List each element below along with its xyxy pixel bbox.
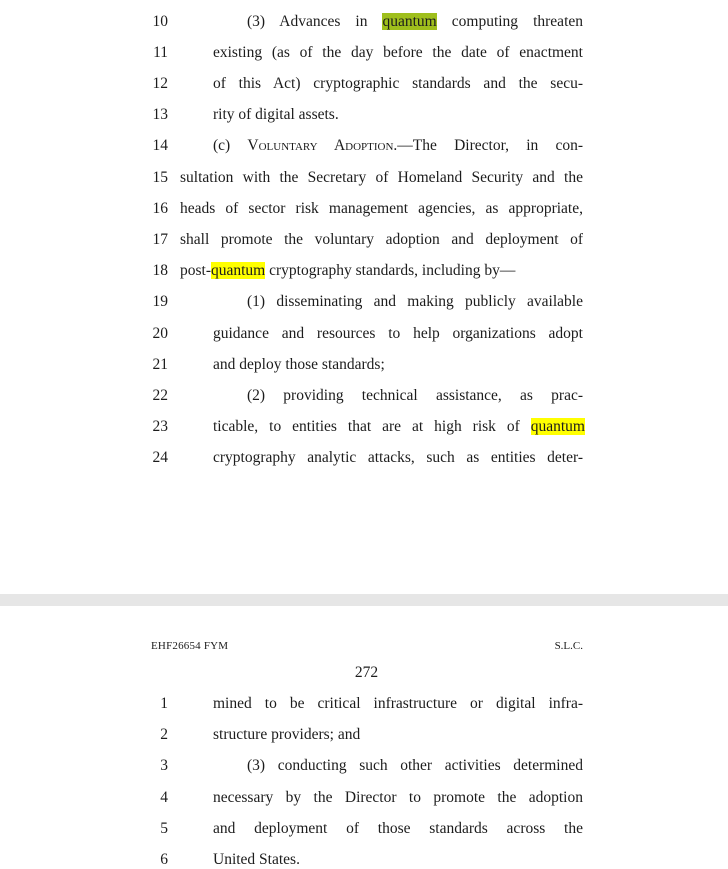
text-line — [0, 817, 728, 841]
line-number: 22 — [152, 387, 168, 404]
line-text: heads of sector risk management agencies, as appropriate, — [180, 200, 583, 217]
search-highlight-active[interactable]: quantum — [382, 13, 437, 30]
line-text: and deploy those standards; — [213, 356, 385, 373]
line-number: 12 — [152, 75, 168, 92]
line-number: 15 — [152, 169, 168, 186]
text-segment: computing threaten — [436, 13, 583, 30]
text-line — [0, 322, 728, 346]
line-text: (2) providing technical assistance, as prac- — [247, 387, 583, 404]
line-text — [213, 134, 583, 158]
line-text: sultation with the Secretary of Homeland Security and the — [180, 169, 583, 186]
line-text: guidance and resources to help organizations adopt — [213, 325, 583, 342]
text-line — [0, 786, 728, 810]
text-line — [0, 41, 728, 65]
text-line — [0, 197, 728, 221]
text-line — [0, 259, 728, 283]
text-line — [0, 723, 728, 747]
text-line — [0, 446, 728, 470]
line-number: 6 — [160, 851, 168, 868]
text-line — [0, 103, 728, 127]
text-line — [0, 848, 728, 869]
text-line — [0, 353, 728, 377]
line-text: of this Act) cryptographic standards and the secu- — [213, 75, 583, 92]
text-line — [0, 415, 728, 439]
search-highlight[interactable]: quantum — [211, 262, 266, 279]
line-text: shall promote the voluntary adoption and deployment of — [180, 231, 583, 248]
line-text — [180, 259, 583, 283]
line-number: 17 — [152, 231, 168, 248]
text-line — [0, 228, 728, 252]
text-line — [0, 290, 728, 314]
line-number: 18 — [152, 262, 168, 279]
line-number: 16 — [152, 200, 168, 217]
slc-header: S.L.C. — [554, 640, 583, 652]
text-line — [0, 166, 728, 190]
line-text: rity of digital assets. — [213, 106, 339, 123]
search-highlight[interactable]: quantum — [530, 418, 585, 435]
line-text: (1) disseminating and making publicly available — [247, 293, 583, 310]
line-text — [247, 10, 583, 34]
text-line — [0, 10, 728, 34]
line-text: existing (as of the day before the date of enactment — [213, 44, 583, 61]
line-number: 10 — [152, 13, 168, 30]
text-line — [0, 754, 728, 778]
text-segment: (3) Advances in — [247, 13, 383, 30]
text-segment: (c) — [213, 137, 248, 154]
text-line — [0, 692, 728, 716]
text-segment: post- — [180, 262, 211, 279]
line-number: 24 — [152, 449, 168, 466]
subsection-heading: Voluntary Adoption — [247, 137, 394, 154]
line-text: United States. — [213, 851, 300, 868]
line-number: 21 — [152, 356, 168, 373]
line-number: 5 — [160, 820, 168, 837]
page-separator — [0, 594, 728, 606]
line-text: cryptography analytic attacks, such as entities deter- — [213, 449, 583, 466]
line-number: 1 — [160, 695, 168, 712]
line-text: structure providers; and — [213, 726, 361, 743]
line-number: 23 — [152, 418, 168, 435]
line-number: 13 — [152, 106, 168, 123]
text-line — [0, 134, 728, 158]
line-number: 19 — [152, 293, 168, 310]
line-number: 20 — [152, 325, 168, 342]
line-text: (3) conducting such other activities determined — [247, 757, 583, 774]
line-text: mined to be critical infrastructure or digital infra- — [213, 695, 583, 712]
line-number: 4 — [160, 789, 168, 806]
line-number: 11 — [153, 44, 168, 61]
line-number: 2 — [160, 726, 168, 743]
page-number: 272 — [354, 664, 379, 681]
document-id-header: EHF26654 FYM — [151, 640, 229, 652]
line-number: 3 — [160, 757, 168, 774]
text-segment: ticable, to entities that are at high risk of — [213, 418, 531, 435]
line-text: and deployment of those standards across the — [213, 820, 583, 837]
text-line — [0, 72, 728, 96]
text-segment: cryptography standards, including by— — [265, 262, 516, 279]
line-number: 14 — [152, 137, 168, 154]
line-text — [213, 415, 585, 439]
text-segment: .—The Director, in con- — [393, 137, 583, 154]
line-text: necessary by the Director to promote the adoption — [213, 789, 583, 806]
text-line — [0, 384, 728, 408]
